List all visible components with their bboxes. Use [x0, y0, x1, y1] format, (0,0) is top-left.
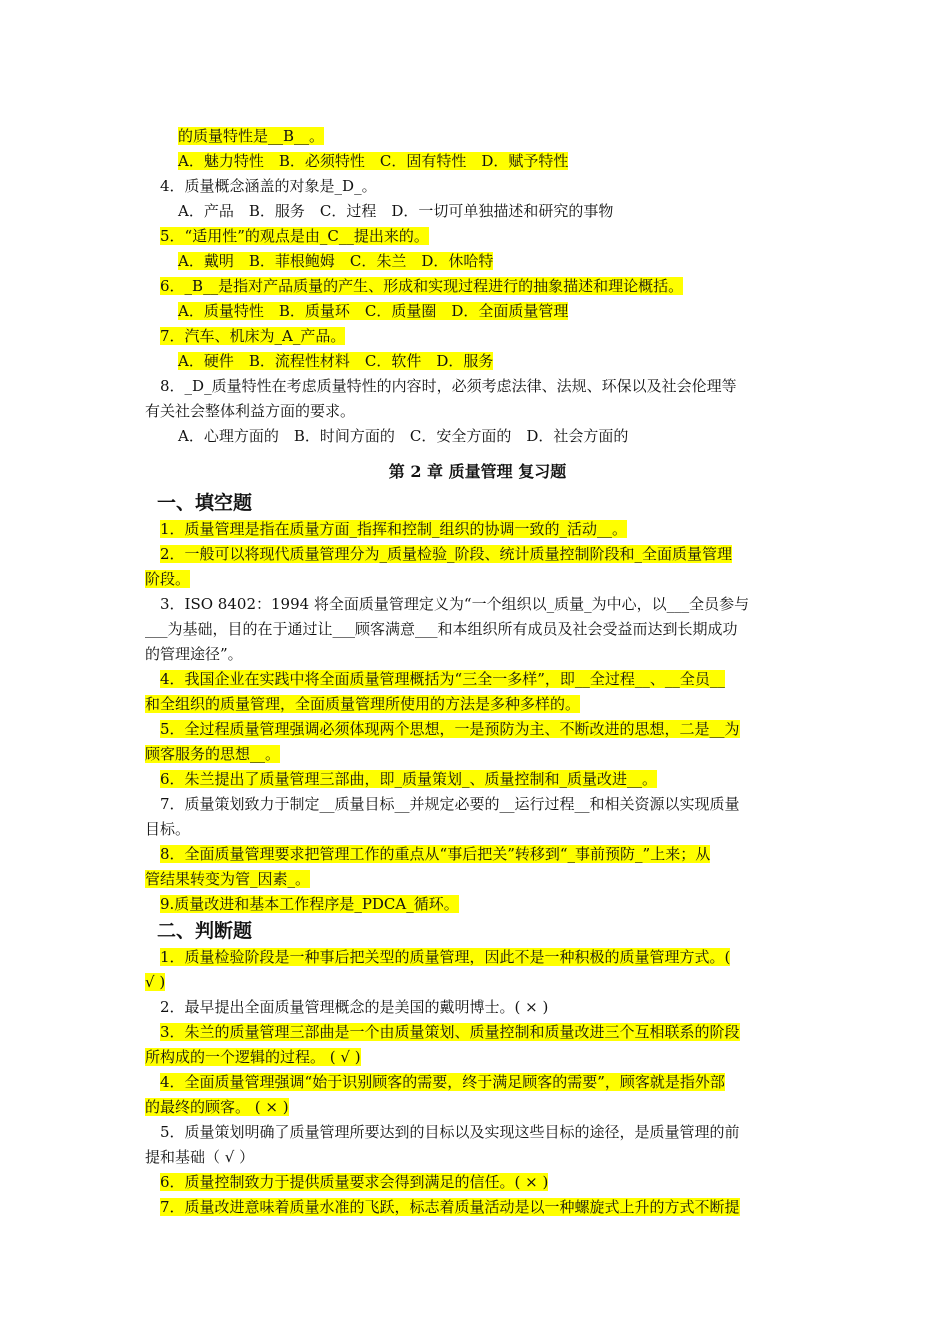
question-line	[145, 124, 810, 149]
question-text: 8．_D_质量特性在考虑质量特性的内容时，必须考虑法律、法规、环保以及社会伦理等	[160, 377, 737, 395]
question-text: 5．“适用性”的观点是由_C__提出来的。	[160, 227, 429, 245]
question-text: 有关社会整体利益方面的要求。	[145, 402, 356, 420]
question-text: 6．质量控制致力于提供质量要求会得到满足的信任。( × )	[160, 1173, 549, 1191]
question-text: A．魅力特性 B．必须特性 C．固有特性 D．赋予特性	[178, 152, 569, 170]
question-item	[145, 842, 810, 892]
question-item	[145, 667, 810, 717]
question-text: 的最终的顾客。 ( × )	[145, 1098, 289, 1116]
question-item	[145, 767, 810, 792]
question-line	[145, 299, 810, 324]
question-text: 3．ISO 8402：1994 将全面质量管理定义为“一个组织以_质量_为中心，以___全员参与	[160, 595, 750, 613]
question-text: 5．全过程质量管理强调必须体现两个思想，一是预防为主、不断改进的思想，二是__为	[160, 720, 740, 738]
question-text: 的质量特性是__B__。	[178, 127, 325, 145]
question-text: 目标。	[145, 820, 191, 838]
document-page	[145, 124, 810, 1220]
question-text: 4．全面质量管理强调“始于识别顾客的需要，终于满足顾客的需要”，顾客就是指外部	[160, 1073, 725, 1091]
question-text: 阶段。	[145, 570, 191, 588]
fill-blank-list	[145, 517, 810, 917]
question-item	[145, 1120, 810, 1170]
question-line	[145, 274, 810, 299]
question-text: 6．朱兰提出了质量管理三部曲，即_质量策划_、质量控制和_质量改进__。	[160, 770, 658, 788]
question-text: 8．全面质量管理要求把管理工作的重点从“事后把关”转移到“_事前预防_”上来；从	[160, 845, 711, 863]
question-item	[145, 542, 810, 592]
question-item	[145, 592, 810, 667]
question-line	[145, 424, 810, 449]
question-item	[145, 792, 810, 842]
question-line	[145, 174, 810, 199]
question-text: 3．朱兰的质量管理三部曲是一个由质量策划、质量控制和质量改进三个互相联系的阶段	[160, 1023, 740, 1041]
question-text: A．心理方面的 B．时间方面的 C．安全方面的 D．社会方面的	[178, 427, 629, 445]
question-text: 所构成的一个逻辑的过程。 ( √ )	[145, 1048, 361, 1066]
question-line	[145, 224, 810, 249]
question-text: 提和基础（ √ ）	[145, 1148, 255, 1166]
question-text: √ )	[145, 973, 166, 991]
question-text: 1．质量管理是指在质量方面_指挥和控制_组织的协调一致的_活动__。	[160, 520, 628, 538]
question-line	[145, 399, 810, 424]
question-text: 7．汽车、机床为_A_产品。	[160, 327, 346, 345]
question-line	[145, 374, 810, 399]
question-text: 5．质量策划明确了质量管理所要达到的目标以及实现这些目标的途径，是质量管理的前	[160, 1123, 740, 1141]
question-item	[145, 1170, 810, 1195]
question-item	[145, 717, 810, 767]
question-line	[145, 199, 810, 224]
section-fill-blank-title: 一、填空题	[157, 492, 253, 514]
multiple-choice-list	[145, 124, 810, 449]
question-text: 4．我国企业在实践中将全面质量管理概括为“三全一多样”，即__全过程__、__全员__	[160, 670, 725, 688]
question-text: 和全组织的质量管理，全面质量管理所使用的方法是多种多样的。	[145, 695, 581, 713]
question-text: 7．质量改进意味着质量水准的飞跃，标志着质量活动是以一种螺旋式上升的方式不断提	[160, 1198, 740, 1216]
question-item	[145, 1070, 810, 1120]
question-text: A．质量特性 B．质量环 C．质量圈 D．全面质量管理	[178, 302, 569, 320]
question-line	[145, 324, 810, 349]
chapter-title: 第 2 章 质量管理 复习题	[388, 462, 567, 481]
question-text: 1．质量检验阶段是一种事后把关型的质量管理，因此不是一种积极的质量管理方式。(	[160, 948, 731, 966]
question-text: 2．一般可以将现代质量管理分为_质量检验_阶段、统计质量控制阶段和_全面质量管理	[160, 545, 733, 563]
question-item	[145, 945, 810, 995]
question-text: 2．最早提出全面质量管理概念的是美国的戴明博士。( × )	[160, 998, 549, 1016]
question-item	[145, 995, 810, 1020]
section-true-false-title: 二、判断题	[157, 920, 253, 942]
question-item	[145, 517, 810, 542]
question-item	[145, 1020, 810, 1070]
question-line	[145, 349, 810, 374]
question-item	[145, 892, 810, 917]
question-text: A．产品 B．服务 C．过程 D．一切可单独描述和研究的事物	[178, 202, 614, 220]
question-text: 6．_B__是指对产品质量的产生、形成和实现过程进行的抽象描述和理论概括。	[160, 277, 684, 295]
question-line	[145, 149, 810, 174]
question-text: A．戴明 B．菲根鲍姆 C．朱兰 D．休哈特	[178, 252, 494, 270]
question-text: 的管理途径”。	[145, 645, 243, 663]
true-false-list	[145, 945, 810, 1220]
question-text: A．硬件 B．流程性材料 C．软件 D．服务	[178, 352, 494, 370]
question-text: 4．质量概念涵盖的对象是_D_。	[160, 177, 377, 195]
question-item	[145, 1195, 810, 1220]
question-text: ___为基础，目的在于通过让___顾客满意___和本组织所有成员及社会受益而达到长期成功	[145, 620, 738, 638]
question-text: 7．质量策划致力于制定__质量目标__并规定必要的__运行过程__和相关资源以实现质量	[160, 795, 740, 813]
question-line	[145, 249, 810, 274]
question-text: 9.质量改进和基本工作程序是_PDCA_循环。	[160, 895, 459, 913]
question-text: 管结果转变为管_因素_。	[145, 870, 311, 888]
question-text: 顾客服务的思想__。	[145, 745, 281, 763]
